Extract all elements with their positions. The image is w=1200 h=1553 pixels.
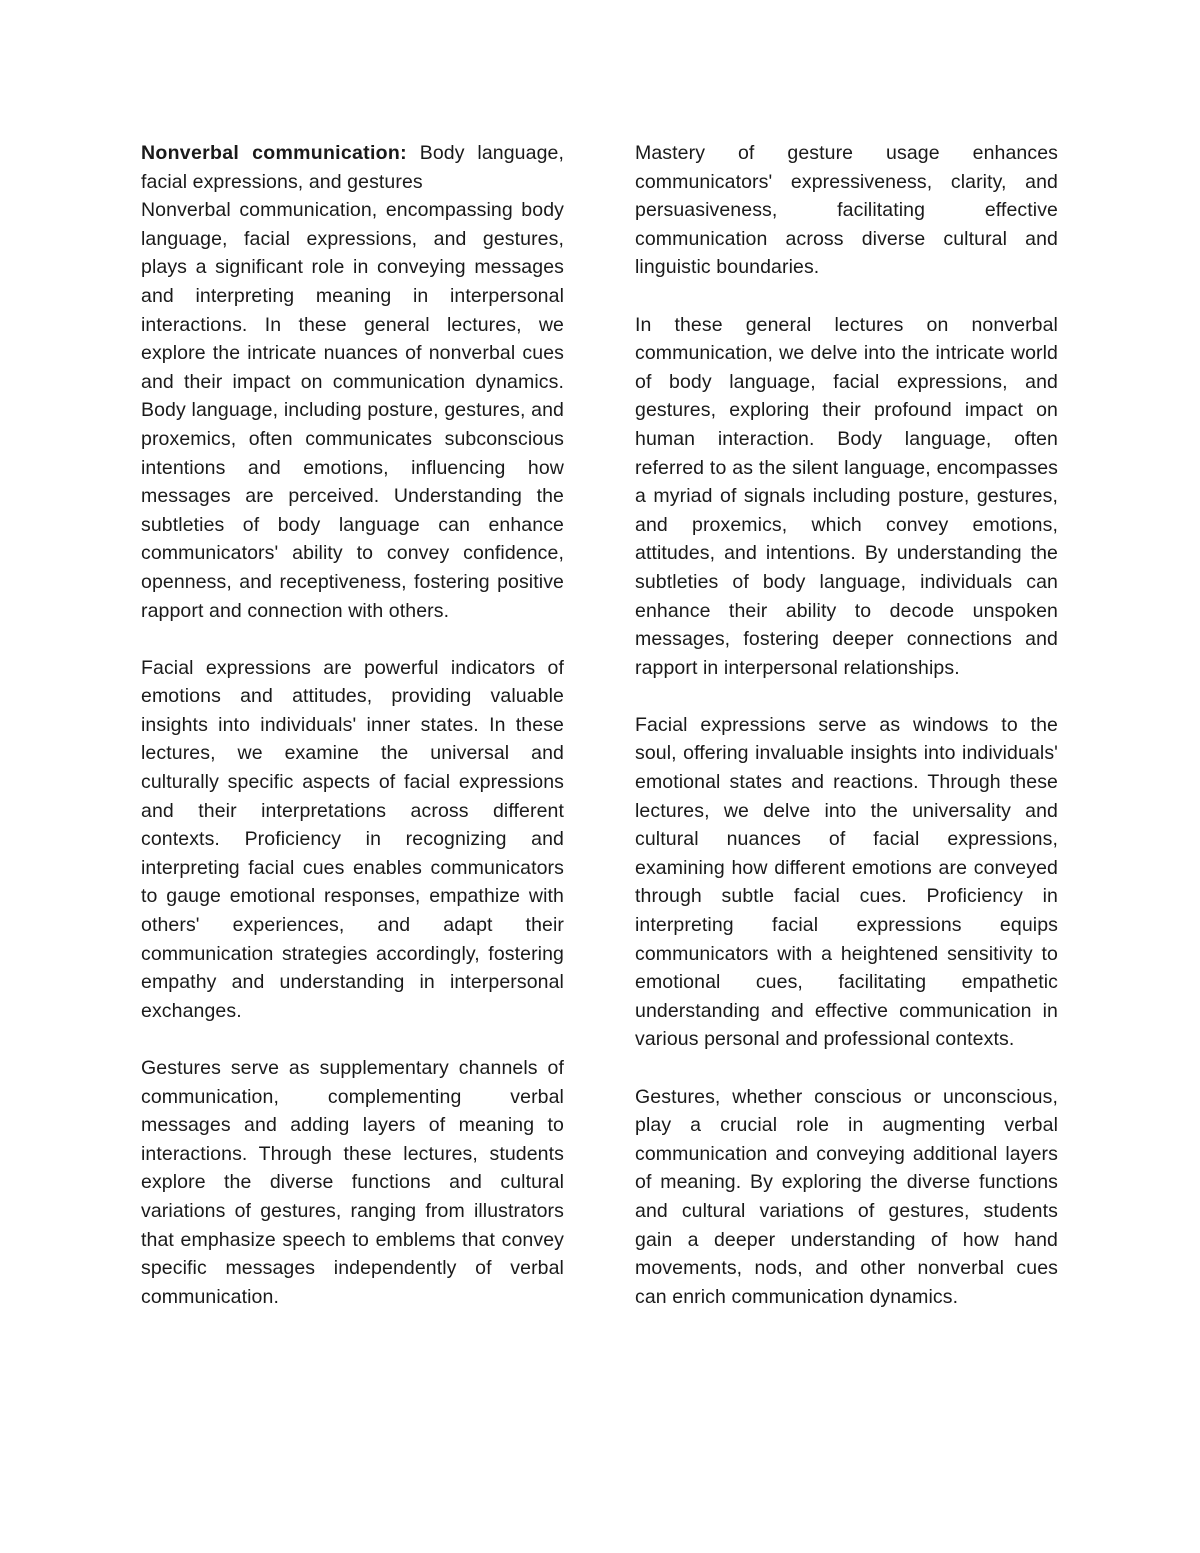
heading-title: Nonverbal communication: <box>141 142 407 164</box>
heading-subtitle: Body language, facial expressions, and gestures <box>141 142 564 193</box>
heading-line <box>141 139 564 196</box>
right-paragraph-1: Mastery of gesture usage enhances communicators' expressiveness, clarity, and persuasiveness, facilitating effective communication across diverse cultural and linguistic boundaries. <box>635 142 1058 279</box>
left-column <box>141 139 564 1340</box>
left-paragraph-1: Nonverbal communication, encompassing body language, facial expressions, and gestures, plays a significant role in conveying messages and interpreting meaning in interpersonal interactions. In these general lectures, we explore the intricate nuances of nonverbal cues and their impact on communication dynamics. Body language, including posture, gestures, and proxemics, often communicates subconscious intentions and emotions, influencing how messages are perceived. Understanding the subtleties of body language can enhance communicators' ability to convey confidence, openness, and receptiveness, fostering positive rapport and connection with others. <box>141 199 564 622</box>
left-paragraph-2: Facial expressions are powerful indicators of emotions and attitudes, providing valuable insights into individuals' inner states. In these lectures, we examine the universal and culturally specific aspects of facial expressions and their interpretations across different contexts. Proficiency in recognizing and interpreting facial cues enables communicators to gauge emotional responses, empathize with others' experiences, and adapt their communication strategies accordingly, fostering empathy and understanding in interpersonal exchanges. <box>141 656 564 1022</box>
right-paragraph-4: Gestures, whether conscious or unconscious, play a crucial role in augmenting verbal communication and conveying additional layers of meaning. By exploring the diverse functions and cultural variations of gestures, students gain a deeper understanding of how hand movements, nods, and other nonverbal cues can enrich communication dynamics. <box>635 1085 1058 1308</box>
left-paragraph-3: Gestures serve as supplementary channels of communication, complementing verbal messages and adding layers of meaning to interactions. Through these lectures, students explore the diverse functions and cultural variations of gestures, ranging from illustrators that emphasize speech to emblems that convey specific messages independently of verbal communication. <box>141 1057 564 1308</box>
right-paragraph-2: In these general lectures on nonverbal communication, we delve into the intricate world of body language, facial expressions, and gestures, exploring their profound impact on human interaction. Body language, often referred to as the silent language, encompasses a myriad of signals including posture, gestures, and proxemics, which convey emotions, attitudes, and intentions. By understanding the subtleties of body language, individuals can enhance their ability to decode unspoken messages, fostering deeper connections and rapport in interpersonal relationships. <box>635 313 1058 679</box>
right-paragraph-3: Facial expressions serve as windows to the soul, offering invaluable insights into individuals' emotional states and reactions. Through these lectures, we delve into the universality and cultural nuances of facial expressions, examining how different emotions are conveyed through subtle facial cues. Proficiency in interpreting facial expressions equips communicators with a heightened sensitivity to emotional cues, facilitating empathetic understanding and effective communication in various personal and professional contexts. <box>635 713 1058 1051</box>
heading-block <box>141 139 564 196</box>
right-column <box>635 139 1058 1340</box>
